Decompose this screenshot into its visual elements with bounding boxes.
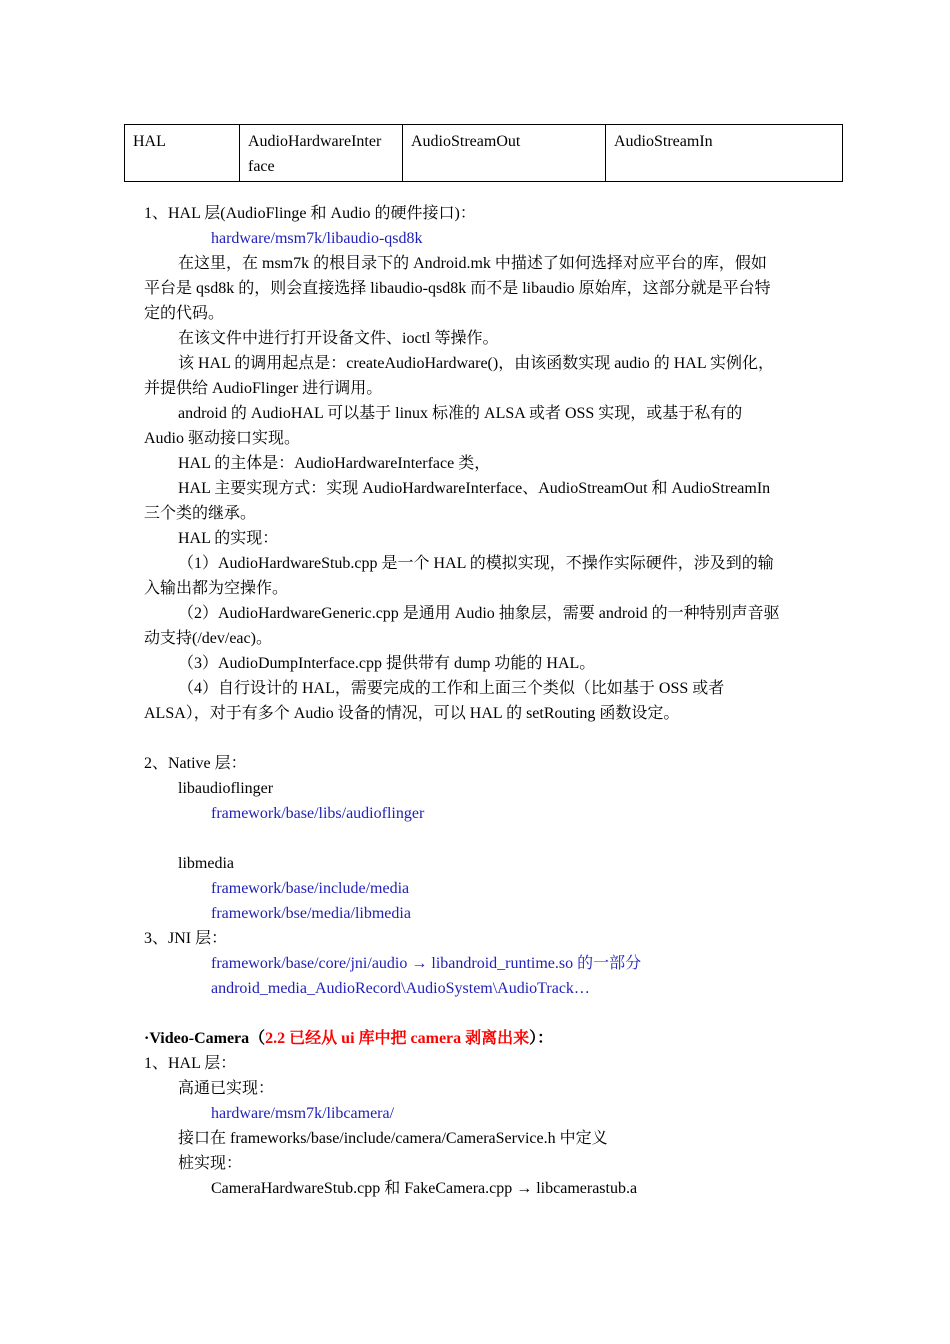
table-cell: HAL — [125, 125, 240, 182]
paragraph-line: 三个类的继承。 — [144, 505, 257, 522]
path-text: android_media_AudioRecord\AudioSystem\AudioTrack… — [211, 980, 590, 997]
video-camera-heading: ·Video-Camera（2.2 已经从 ui 库中把 camera 剥离出来）： — [144, 1030, 554, 1047]
right-arrow-icon: → — [411, 955, 428, 972]
paragraph-line: HAL 主要实现方式：实现 AudioHardwareInterface、AudioStreamOut 和 AudioStreamIn — [178, 480, 771, 497]
paragraph-line: 在这里，在 msm7k 的根目录下的 Android.mk 中描述了如何选择对应平台的库，假如 — [178, 255, 767, 272]
paragraph-line: 接口在 frameworks/base/include/camera/CameraService.h 中定义 — [178, 1130, 608, 1147]
section-heading: 3、JNI 层： — [144, 930, 228, 947]
section-heading: 2、Native 层： — [144, 755, 247, 772]
paragraph-line: 定的代码。 — [144, 305, 225, 322]
paragraph-line: android 的 AudioHAL 可以基于 linux 标准的 ALSA 或者 OSS 实现，或基于私有的 — [178, 405, 743, 422]
paragraph-line: 高通已实现： — [178, 1080, 275, 1097]
path-text: hardware/msm7k/libaudio-qsd8k — [211, 230, 423, 247]
document-body — [144, 201, 824, 1201]
paragraph-line: 桩实现： — [178, 1155, 243, 1172]
paragraph-line: 入输出都为空操作。 — [144, 580, 289, 597]
table-row — [125, 125, 843, 182]
paragraph-line: 动支持(/dev/eac)。 — [144, 630, 272, 647]
paragraph-line: 在该文件中进行打开设备文件、ioctl 等操作。 — [178, 330, 499, 347]
hal-table — [124, 124, 843, 182]
paragraph-line: （2）AudioHardwareGeneric.cpp 是通用 Audio 抽象层，需要 android 的一种特别声音驱 — [178, 605, 780, 622]
paragraph-line: （3）AudioDumpInterface.cpp 提供带有 dump 功能的 HAL。 — [178, 655, 596, 672]
jni-path-line — [144, 951, 824, 976]
stub-line: CameraHardwareStub.cpp 和 FakeCamera.cpp → libcamerastub.a — [211, 1180, 638, 1197]
paragraph-line: 该 HAL 的调用起点是：createAudioHardware()，由该函数实现 audio 的 HAL 实例化， — [178, 355, 775, 372]
module-name: libmedia — [178, 855, 234, 872]
path-text: framework/base/include/media — [211, 880, 410, 897]
paragraph-line: 并提供给 AudioFlinger 进行调用。 — [144, 380, 383, 397]
path-text: framework/bse/media/libmedia — [211, 905, 411, 922]
paragraph-line: 平台是 qsd8k 的，则会直接选择 libaudio-qsd8k 而不是 libaudio 原始库，这部分就是平台特 — [144, 280, 771, 297]
module-name: libaudioflinger — [178, 780, 274, 797]
right-arrow-icon: → — [516, 1180, 533, 1197]
table-cell: AudioHardwareInter face — [240, 125, 403, 182]
paragraph-line: HAL 的实现： — [178, 530, 279, 547]
paragraph-line: （1）AudioHardwareStub.cpp 是一个 HAL 的模拟实现，不操作实际硬件，涉及到的输 — [178, 555, 774, 572]
table-cell: AudioStreamOut — [403, 125, 606, 182]
section-heading: 1、HAL 层(AudioFlinge 和 Audio 的硬件接口)： — [144, 205, 476, 222]
highlight-note: 2.2 已经从 ui 库中把 camera 剥离出来 — [265, 1030, 530, 1047]
section-heading: 1、HAL 层： — [144, 1055, 237, 1072]
path-text: libandroid_runtime.so 的一部分 — [431, 955, 642, 972]
table-cell: AudioStreamIn — [606, 125, 843, 182]
paragraph-line: （4）自行设计的 HAL，需要完成的工作和上面三个类似（比如基于 OSS 或者 — [178, 680, 725, 697]
paragraph-line: HAL 的主体是：AudioHardwareInterface 类， — [178, 455, 491, 472]
path-text: hardware/msm7k/libcamera/ — [211, 1105, 395, 1122]
path-text: framework/base/core/jni/audio — [211, 955, 408, 972]
path-text: framework/base/libs/audioflinger — [211, 805, 425, 822]
paragraph-line: ALSA），对于有多个 Audio 设备的情况，可以 HAL 的 setRouting 函数设定。 — [144, 705, 680, 722]
paragraph-line: Audio 驱动接口实现。 — [144, 430, 301, 447]
